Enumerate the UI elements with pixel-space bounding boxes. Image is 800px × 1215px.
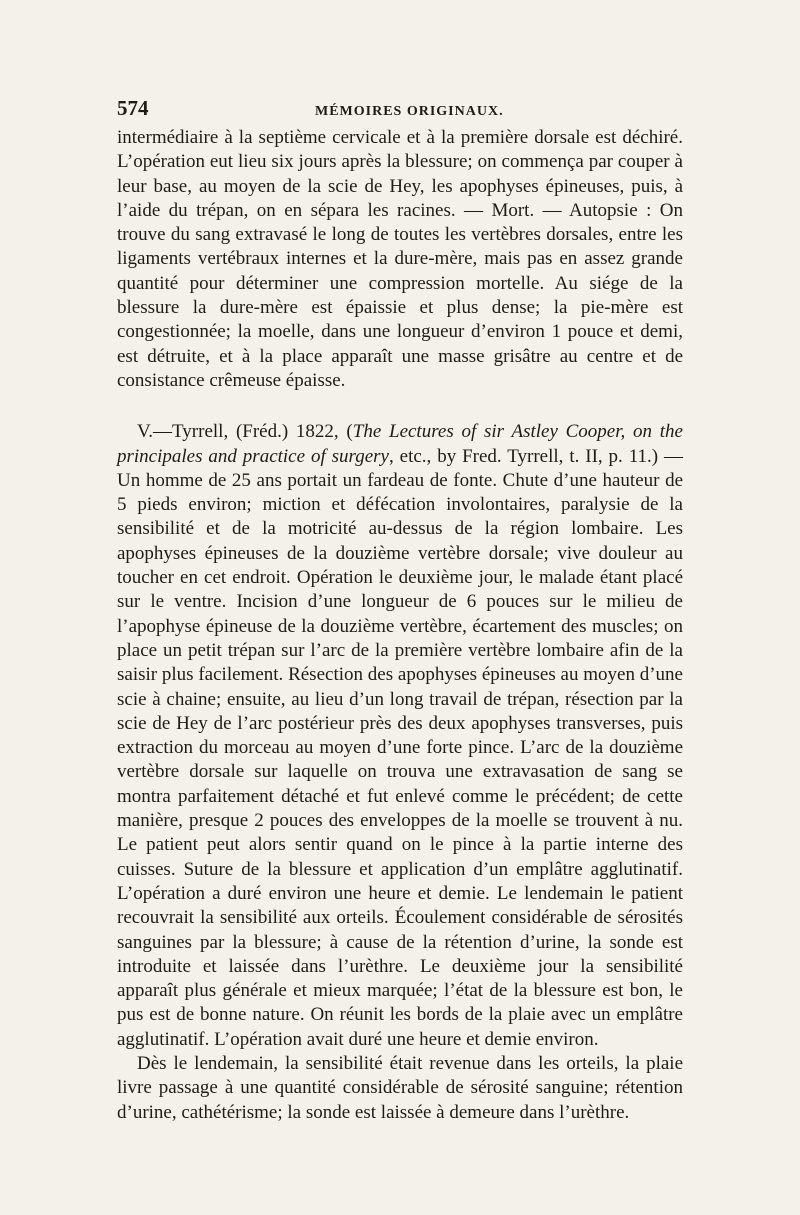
page-number: 574 xyxy=(117,96,149,120)
section-v-lead: V.—Tyrrell, (Fréd.) 1822, ( xyxy=(137,421,353,443)
section-v-book-title: The Lectures of sir Astley Cooper, on the principales and practice of surgery xyxy=(117,421,683,467)
paragraph-continuation: intermédiaire à la septième cervicale et à la première dorsale est déchiré. L’opération eut lieu six jours après la blessure; on commença par couper à leur base, au moyen de la scie de Hey, les apophyses épineuses, puis, à l’aide du trépan, on en sépara les racines. — Mort. — Autopsie : On trouve du sang extravasé le long de toutes les vertèbres dorsales, entre les ligaments vertébraux internes et la dure-mère, mais pas en assez grande quantité pour déterminer une compression mortelle. Au siége de la blessure la dure-mère est épaissie et plus dense; la pie-mère est congestionnée; la moelle, dans une longueur d’environ 1 pouce et demi, est détruite, et à la place apparaît une masse grisâtre au centre et de consistance crêmeuse épaisse. xyxy=(117,127,683,391)
following-day-paragraph: Dès le lendemain, la sensibilité était revenue dans les orteils, la plaie livre passage à une quantité considérable de sérosité sanguine; rétention d’urine, cathétérisme; la sonde est laissée à demeure dans l’urèthre. xyxy=(117,1052,683,1123)
main-text xyxy=(117,126,683,1125)
running-title: MÉMOIRES ORIGINAUX. xyxy=(315,104,504,119)
running-head xyxy=(117,96,683,126)
paragraph-gap xyxy=(117,393,683,420)
section-v-paragraph xyxy=(117,420,683,1052)
section-v-citation-tail: , etc., by Fred. Tyrrell, t. II, p. 11.) — xyxy=(388,445,683,467)
section-v-body: Un homme de 25 ans portait un fardeau de fonte. Chute d’une hauteur de 5 pieds environ; miction et défécation involontaires, paralysie de la sensibilité et de la motricité au-dessus de la région lombaire. Les apophyses épineuses de la douzième vertèbre dorsale; vive douleur au toucher en cet endroit. Opération le deuxième jour, le malade étant placé sur le ventre. Incision d’une longueur de 6 pouces sur le milieu de l’apophyse épineuse de la douzième vertèbre, écartement des muscles; on place un petit trépan sur l’arc de la première vertèbre lombaire afin de la saisir plus facilement. Résection des apophyses épineuses au moyen d’une scie à chaine; ensuite, au lieu d’un long travail de trépan, résection par la scie de Hey de l’arc postérieur près des deux apophyses transverses, puis extraction du morceau au moyen d’une forte pince. L’arc de la douzième vertèbre dorsale sur laquelle on trouva une extravasation de sang se montra parfaitement détaché et fut enlevé comme le précédent; de cette manière, presque 2 pouces des enveloppes de la moelle se trouvent à nu. Le patient peut alors sentir quand on le pince à la partie interne des cuisses. Suture de la blessure et application d’un emplâtre agglutinatif. L’opération a duré environ une heure et demie. Le lendemain le patient recouvrait la sensibilité aux orteils. Écoulement considérable de sérosités sanguines par la blessure; à cause de la rétention d’urine, la sonde est introduite et laissée dans l’urèthre. Le deuxième jour la sensibilité apparaît plus générale et mieux marquée; l’état de la blessure est bon, le pus est de bonne nature. On réunit les bords de la plaie avec un emplâtre agglutinatif. L’opération avait duré une heure et demie environ. xyxy=(117,469,683,1050)
